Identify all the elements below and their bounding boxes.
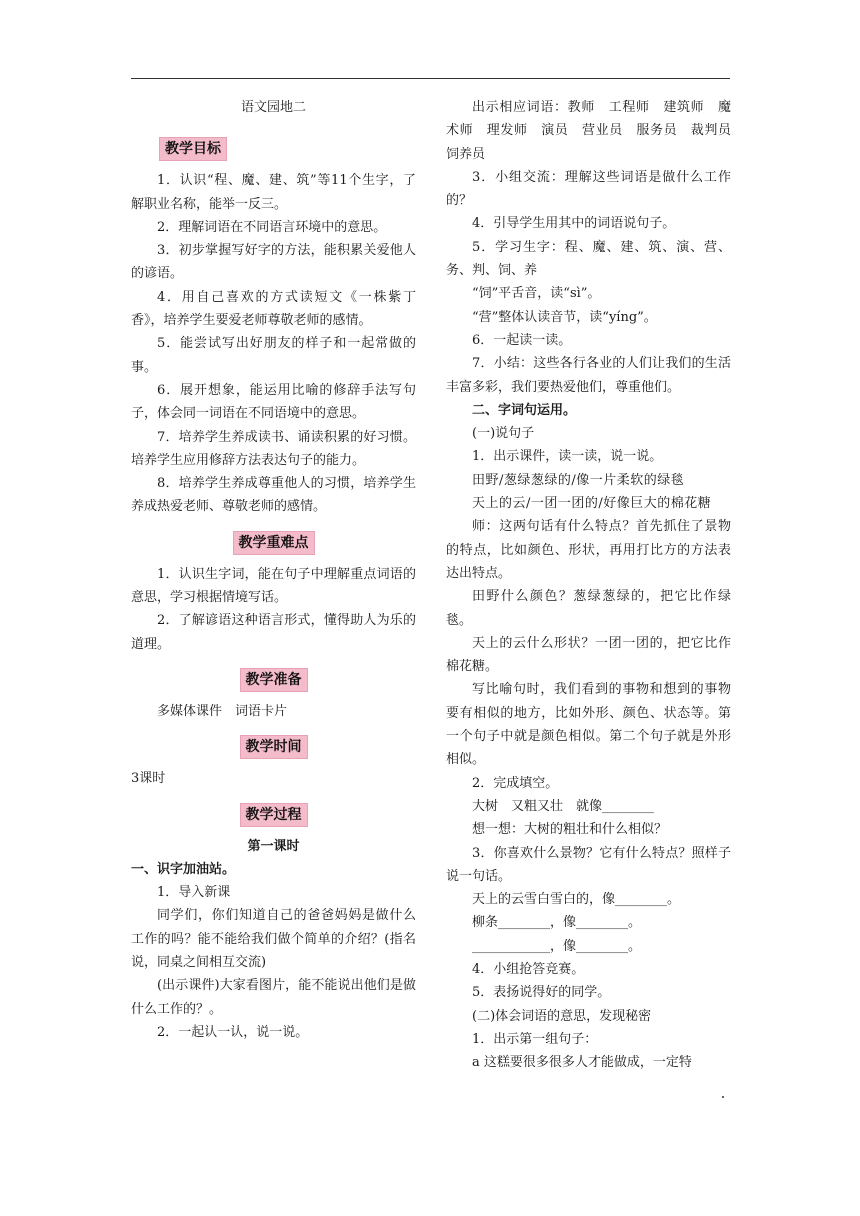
- paragraph: 5．表扬说得好的同学。: [472, 985, 611, 1001]
- paragraph: 柳条________，像________。: [472, 915, 642, 931]
- section-prep-heading: 教学准备: [131, 668, 416, 692]
- sub-heading: (一)说句子: [472, 426, 535, 442]
- paragraph: ____________，像________。: [472, 938, 642, 954]
- paragraph: 4．小组抢答竞赛。: [472, 961, 585, 977]
- sub-heading: (二)体会词语的意思，发现秘密: [472, 1008, 652, 1024]
- goal-item: 5．能尝试写出好朋友的样子和一起常做的事。: [131, 336, 416, 375]
- lesson-title: 第一课时: [247, 838, 300, 854]
- right-column: [446, 96, 745, 1074]
- part-heading: 一、识字加油站。: [131, 861, 236, 877]
- goal-item: 1．认识“程、魔、建、筑”等11个生字，了解职业名称，能举一反三。: [131, 173, 416, 212]
- goal-item: 7．培养学生养成读书、诵读积累的好习惯。培养学生应用修辞方法表达句子的能力。: [131, 429, 416, 468]
- part-heading: 二、字词句运用。: [472, 402, 577, 418]
- paragraph: 天上的云什么形状？一团一团的，把它比作棉花糖。: [446, 635, 731, 675]
- goal-item: 2．理解词语在不同语言环境中的意思。: [157, 219, 387, 235]
- paragraph: 2．一起认一认，说一说。: [157, 1024, 309, 1040]
- paragraph: 1．导入新课: [157, 885, 231, 901]
- paragraph: 1．出示课件，读一读，说一说。: [472, 449, 663, 465]
- section-time-heading: 教学时间: [131, 735, 416, 759]
- paragraph: 师：这两句话有什么特点？首先抓住了景物的特点，比如颜色、形状，再用打比方的方法表达出特点。: [446, 519, 731, 581]
- paragraph: 2．完成填空。: [472, 775, 559, 791]
- paragraph: 1．出示第一组句子：: [472, 1031, 598, 1047]
- goal-item: 4．用自己喜欢的方式读短文《一株紫丁香》，培养学生要爱老师尊敬老师的感情。: [131, 289, 416, 329]
- page-mark: [722, 1096, 724, 1098]
- paragraph: 4．引导学生用其中的词语说句子。: [472, 216, 676, 232]
- paragraph: 天上的云雪白雪白的，像________。: [472, 892, 681, 908]
- paragraph: “饲”平舌音，读“sì”。: [472, 286, 601, 302]
- time-text: 3课时: [131, 771, 166, 787]
- section-key-heading: 教学重难点: [131, 531, 416, 555]
- paragraph: 田野什么颜色？葱绿葱绿的，把它比作绿毯。: [446, 589, 731, 628]
- paragraph: 3．你喜欢什么景物？它有什么特点？照样子说一句话。: [446, 845, 731, 884]
- paragraph: “营”整体认读音节，读“yíng”。: [472, 309, 657, 325]
- paragraph: 同学们，你们知道自己的爸爸妈妈是做什么工作的吗？能不能给我们做个简单的介绍？(指名说，同桌之间相互交流): [131, 908, 416, 971]
- goal-item: 8．培养学生养成尊重他人的习惯，培养学生养成热爱老师、尊敬老师的感情。: [131, 476, 416, 515]
- goal-item: 6．展开想象，能运用比喻的修辞手法写句子，体会同一词语在不同语境中的意思。: [131, 382, 416, 422]
- paragraph: a 这糕要很多很多人才能做成，一定特: [472, 1055, 692, 1071]
- goal-item: 3．初步掌握写好字的方法，能积累关爱他人的谚语。: [131, 243, 416, 282]
- paragraph: 6．一起读一读。: [472, 332, 572, 348]
- paragraph: 大树 又粗又壮 就像________: [472, 798, 655, 814]
- paragraph: 7．小结：这些各行各业的人们让我们的生活丰富多彩，我们要热爱他们，尊重他们。: [446, 356, 731, 395]
- header-rule: [131, 78, 730, 79]
- section-process-heading: 教学过程: [131, 803, 416, 827]
- paragraph: 想一想：大树的粗壮和什么相似？: [472, 822, 668, 838]
- key-item: 1．认识生字词，能在句子中理解重点词语的意思，学习根据情境写话。: [131, 566, 416, 606]
- prep-text: 多媒体课件 词语卡片: [157, 703, 288, 719]
- paragraph: 5．学习生字：程、魔、建、筑、演、营、务、判、饲、养: [446, 239, 731, 279]
- paragraph: 出示相应词语：教师 工程师 建筑师 魔术师 理发师 演员 营业员 服务员 裁判员 饲养员: [446, 100, 745, 162]
- left-column: [131, 96, 416, 1044]
- example-sentence: 田野/葱绿葱绿的/像一片柔软的绿毯: [472, 472, 685, 488]
- paragraph: 写比喻句时，我们看到的事物和想到的事物要有相似的地方，比如外形、颜色、状态等。第一个句子中就是颜色相似。第二个句子就是外形相似。: [446, 682, 731, 768]
- paragraph: (出示课件)大家看图片，能不能说出他们是做什么工作的？。: [131, 978, 416, 1017]
- section-goals-heading: 教学目标: [159, 137, 416, 161]
- key-item: 2．了解谚语这种语言形式，懂得助人为乐的道理。: [131, 613, 416, 652]
- example-sentence: 天上的云/一团一团的/好像巨大的棉花糖: [472, 496, 712, 512]
- page-title: 语文园地二: [240, 100, 306, 115]
- paragraph: 3．小组交流：理解这些词语是做什么工作的？: [446, 169, 731, 209]
